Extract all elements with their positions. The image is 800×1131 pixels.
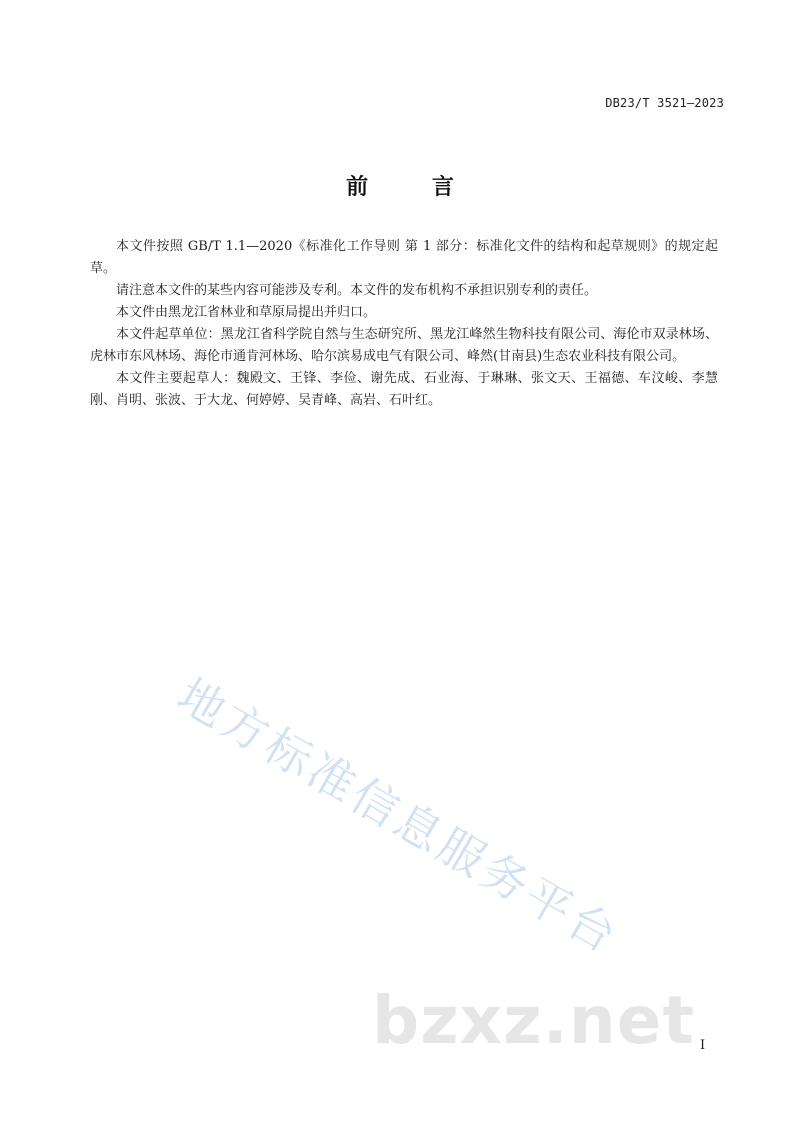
paragraph-patent-notice: 请注意本文件的某些内容可能涉及专利。本文件的发布机构不承担识别专利的责任。 [116,283,598,298]
paragraph-main-drafters: 本文件主要起草人：魏殿文、王锋、李俭、谢先成、石业海、于琳琳、张文天、王福德、车汶峻、李慧刚、肖明、张波、于大龙、何婷婷、吴青峰、高岩、石叶红。 [90,371,718,408]
paragraph-drafting-units: 本文件起草单位：黑龙江省科学院自然与生态研究所、黑龙江峰然生物科技有限公司、海伦市双录林场、虎林市东风林场、海伦市通肯河林场、哈尔滨易成电气有限公司、峰然(甘南县)生态农业科技有限公司。 [90,327,718,364]
page-number: I [700,1038,706,1053]
document-code: DB23/T 3521—2023 [605,96,724,110]
watermark-text: 地方标准信息服务平台 [168,667,629,965]
paragraph-proposer: 本文件由黑龙江省林业和草原局提出并归口。 [116,305,377,320]
paragraph-drafting-rules: 本文件按照 GB/T 1.1—2020《标准化工作导则 第 1 部分：标准化文件的结构和起草规则》的规定起草。 [90,239,718,276]
page-title: 前 言 [346,175,482,200]
site-watermark: bzxz.net [372,982,696,1059]
document-body [90,236,718,412]
